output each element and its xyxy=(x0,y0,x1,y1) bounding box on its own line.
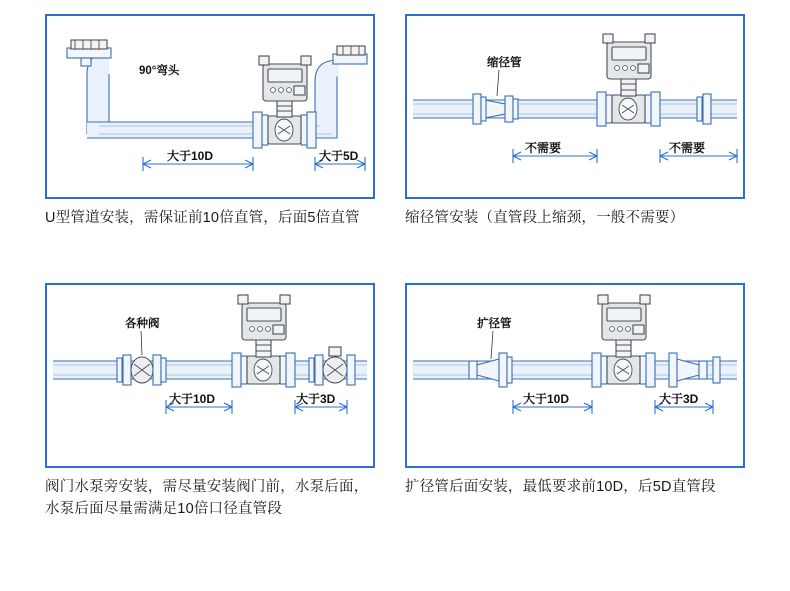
expander-pipe-drawing xyxy=(407,285,743,466)
caption-reducer-pipe: 缩径管安装（直管段上缩颈，一般不需要） xyxy=(405,210,685,226)
valve-pump-drawing xyxy=(47,285,373,466)
pipe-run xyxy=(413,100,737,118)
panel-u-pipe xyxy=(45,14,375,199)
panel-reducer-pipe xyxy=(405,14,745,199)
valve-left xyxy=(117,355,166,385)
dimension-downstream xyxy=(660,140,737,163)
sensor-assembly xyxy=(597,34,660,126)
dimension-downstream xyxy=(655,391,713,414)
dimension-upstream-label: 大于10D xyxy=(523,392,570,406)
label-expander: 扩径管 xyxy=(477,318,512,330)
label-valves: 各种阀 xyxy=(125,318,160,330)
expander-cone xyxy=(469,353,512,387)
dimension-upstream-label: 大于10D xyxy=(169,392,216,406)
figure-u-pipe xyxy=(45,14,375,229)
right-flange-pair xyxy=(697,94,711,124)
dimension-upstream xyxy=(513,140,597,163)
dimension-downstream-label: 大于5D xyxy=(319,149,359,163)
sensor-assembly xyxy=(592,295,655,387)
figure-valve-pump xyxy=(45,283,375,521)
dimension-upstream-label: 不需要 xyxy=(525,141,562,155)
caption-expander-pipe: 扩径管后面安装，最低要求前10D，后5D直管段 xyxy=(405,479,716,495)
caption-u-pipe: U型管道安装，需保证前10倍直管，后面5倍直管 xyxy=(45,210,360,226)
reducer-pipe-drawing xyxy=(407,16,743,197)
dimension-upstream xyxy=(143,148,253,171)
dimension-downstream xyxy=(295,391,347,414)
right-riser xyxy=(315,46,367,138)
dimension-upstream xyxy=(513,391,592,414)
caption-valve-pump: 阀门水泵旁安装，需尽量安装阀门前，水泵后面，水泵后面尽量需满足10倍口径直管段 xyxy=(45,479,369,518)
pump-right xyxy=(309,347,355,385)
u-pipe-drawing xyxy=(47,16,373,197)
label-elbow: 90°弯头 xyxy=(139,65,180,77)
sensor-assembly xyxy=(232,295,295,387)
reducer-cone xyxy=(473,94,518,124)
figure-reducer-pipe xyxy=(405,14,745,229)
panel-valve-pump xyxy=(45,283,375,468)
dimension-upstream-label: 大于10D xyxy=(167,149,214,163)
label-reducer: 缩径管 xyxy=(487,57,522,69)
dimension-upstream xyxy=(166,391,232,414)
panel-expander-pipe xyxy=(405,283,745,468)
figure-expander-pipe xyxy=(405,283,745,498)
left-riser xyxy=(67,40,111,134)
dimension-downstream xyxy=(315,148,365,171)
dimension-downstream-label: 不需要 xyxy=(669,141,706,155)
sensor-assembly xyxy=(253,56,316,148)
dimension-downstream-label: 大于3D xyxy=(659,392,699,406)
dimension-downstream-label: 大于3D xyxy=(296,392,336,406)
